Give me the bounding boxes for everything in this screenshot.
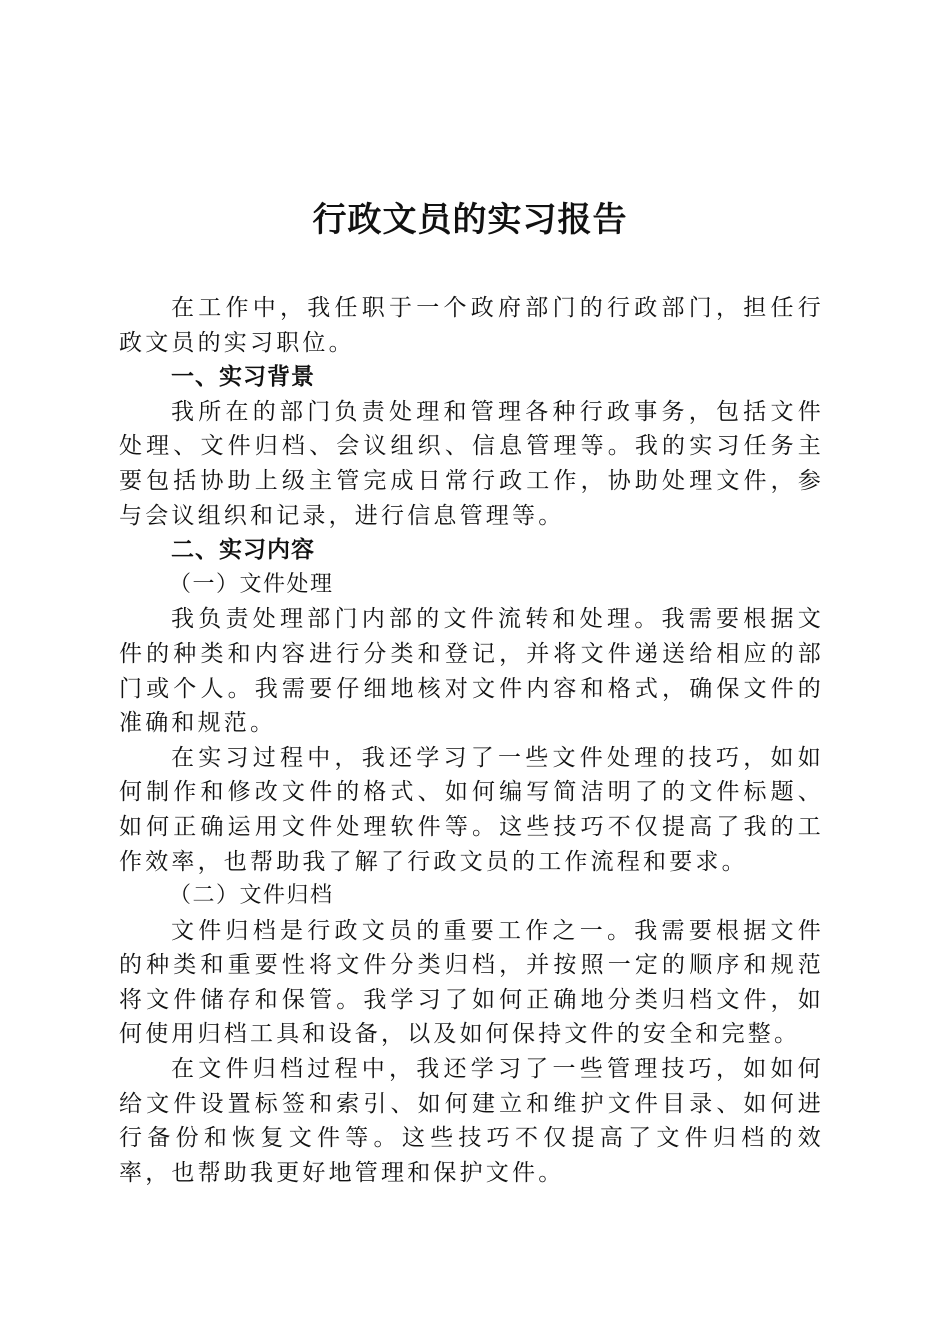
file-processing-paragraph-2: 在实习过程中，我还学习了一些文件处理的技巧，如如何制作和修改文件的格式、如何编写简洁明了的文件标题、如何正确运用文件处理软件等。这些技巧不仅提高了我的工作效率，也帮助我了解了行政文员的工作流程和要求。	[119, 744, 824, 875]
subsection-heading-file-archiving: （二）文件归档	[169, 883, 334, 909]
subsection-heading-file-processing: （一）文件处理	[169, 571, 334, 597]
document-title: 行政文员的实习报告	[312, 200, 628, 240]
file-archiving-paragraph-2: 在文件归档过程中，我还学习了一些管理技巧，如如何给文件设置标签和索引、如何建立和维护文件目录、如何进行备份和恢复文件等。这些技巧不仅提高了文件归档的效率，也帮助我更好地管理和保护文件。	[119, 1056, 824, 1186]
section-heading-background: 一、实习背景	[171, 363, 315, 391]
section-heading-content: 二、实习内容	[171, 536, 315, 564]
document-body	[119, 291, 824, 1190]
background-paragraph: 我所在的部门负责处理和管理各种行政事务，包括文件处理、文件归档、会议组织、信息管理等。我的实习任务主要包括协助上级主管完成日常行政工作，协助处理文件，参与会议组织和记录，进行信息管理等。	[119, 398, 824, 529]
file-archiving-paragraph-1: 文件归档是行政文员的重要工作之一。我需要根据文件的种类和重要性将文件分类归档，并按照一定的顺序和规范将文件储存和保管。我学习了如何正确地分类归档文件，如何使用归档工具和设备，以及如何保持文件的安全和完整。	[119, 917, 824, 1048]
intro-paragraph: 在工作中，我任职于一个政府部门的行政部门，担任行政文员的实习职位。	[119, 295, 824, 356]
file-processing-paragraph-1: 我负责处理部门内部的文件流转和处理。我需要根据文件的种类和内容进行分类和登记，并将文件递送给相应的部门或个人。我需要仔细地核对文件内容和格式，确保文件的准确和规范。	[119, 606, 824, 737]
